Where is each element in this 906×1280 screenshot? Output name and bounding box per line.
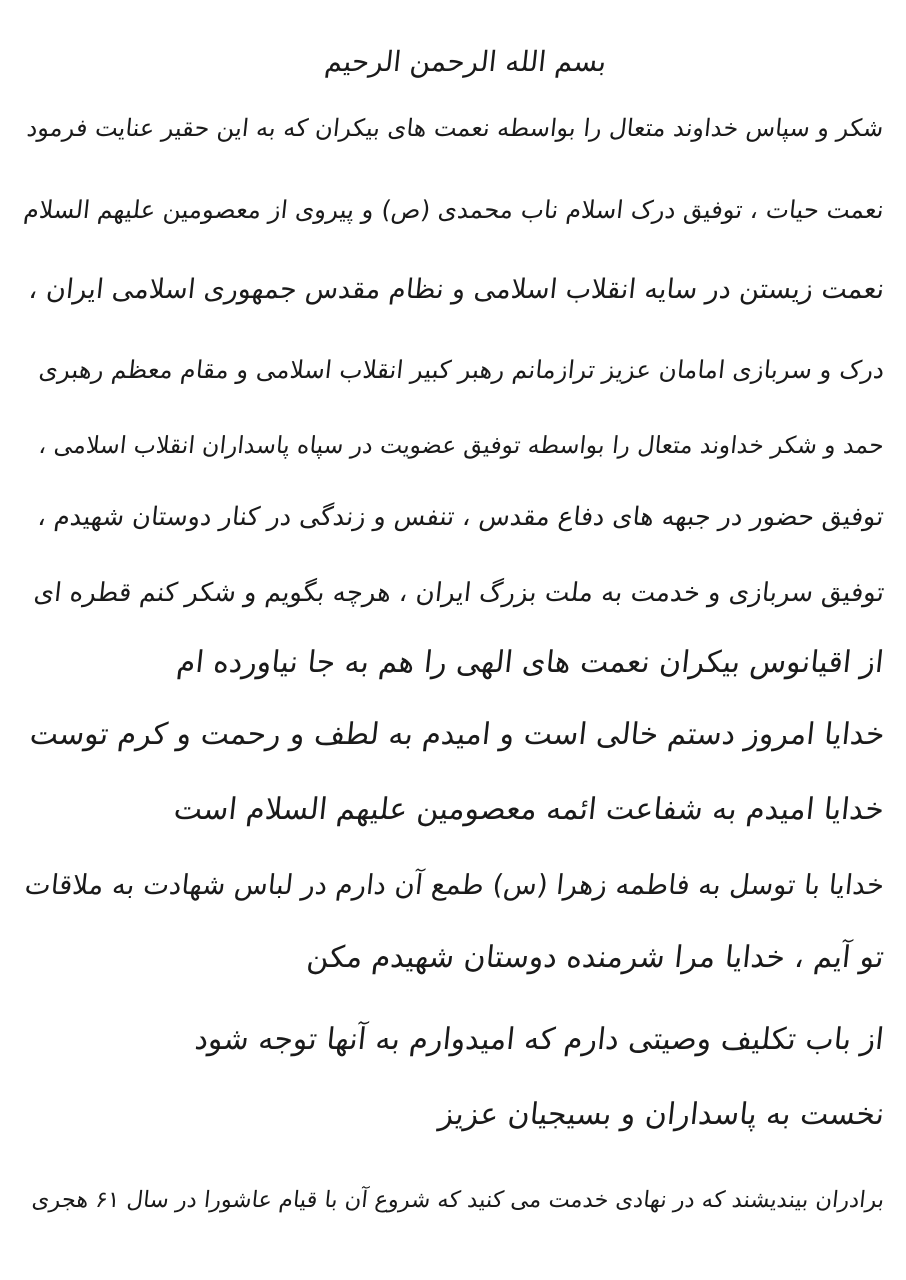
letter-line: برادران بیندیشند که در نهادی خدمت می کنید که شروع آن با قیام عاشورا در سال ۶۱ هجری bbox=[30, 1187, 886, 1213]
letter-line: خدایا امیدم به شفاعت ائمه معصومین علیهم السلام است bbox=[172, 792, 886, 827]
letter-heading: بسم الله الرحمن الرحیم bbox=[322, 45, 608, 78]
letter-line: از باب تکلیف وصیتی دارم که امیدوارم به آنها توجه شود bbox=[193, 1022, 886, 1057]
letter-line: شکر و سپاس خداوند متعال را بواسطه نعمت های بیکران که به این حقیر عنایت فرمود bbox=[26, 114, 886, 142]
letter-line: حمد و شکر خداوند متعال را بواسطه توفیق عضویت در سپاه پاسداران انقلاب اسلامی ، bbox=[37, 431, 886, 459]
letter-line: توفیق سربازی و خدمت به ملت بزرگ ایران ، هرچه بگویم و شکر کنم قطره ای bbox=[32, 578, 886, 608]
letter-line: خدایا با توسل به فاطمه زهرا (س) طمع آن دارم در لباس شهادت به ملاقات bbox=[23, 869, 886, 901]
letter-line: نخست به پاسداران و بسیجیان عزیز bbox=[436, 1097, 886, 1132]
letter-line: تو آیم ، خدایا مرا شرمنده دوستان شهیدم مکن bbox=[305, 940, 886, 975]
letter-line: نعمت حیات ، توفیق درک اسلام ناب محمدی (ص) و پیروی از معصومین علیهم السلام bbox=[22, 195, 886, 224]
letter-line: توفیق حضور در جبهه های دفاع مقدس ، تنفس و زندگی در کنار دوستان شهیدم ، bbox=[36, 502, 886, 532]
letter-line: از اقیانوس بیکران نعمت های الهی را هم به جا نیاورده ام bbox=[175, 645, 886, 680]
letter-line: نعمت زیستن در سایه انقلاب اسلامی و نظام مقدس جمهوری اسلامی ایران ، bbox=[27, 274, 886, 305]
letter-line: درک و سربازی امامان عزیز ترازمانم رهبر کبیر انقلاب اسلامی و مقام معظم رهبری bbox=[37, 355, 886, 384]
letter-line: خدایا امروز دستم خالی است و امیدم به لطف و رحمت و کرم توست bbox=[27, 717, 886, 752]
